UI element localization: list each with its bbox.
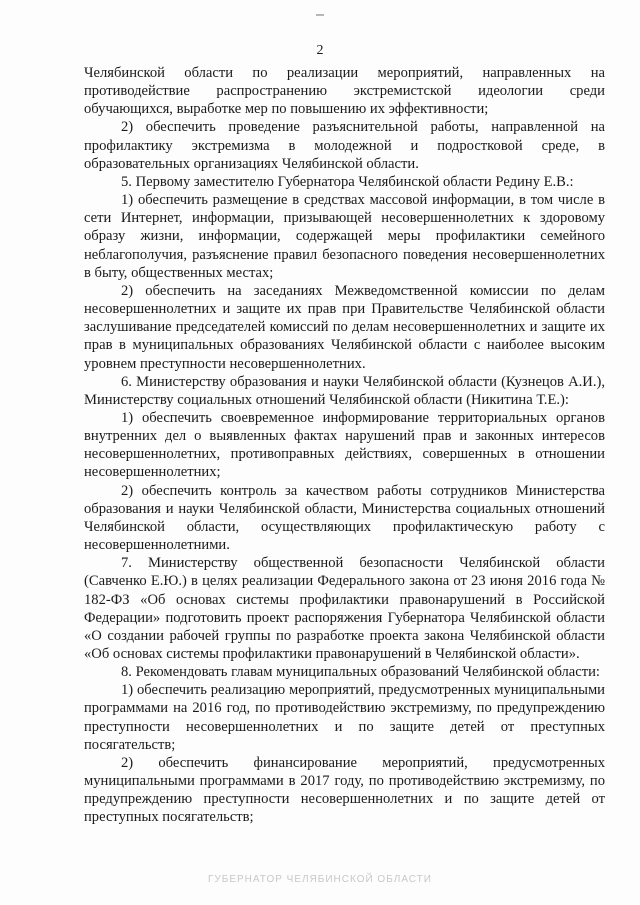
paragraph: 8. Рекомендовать главам муниципальных образований Челябинской области: xyxy=(121,664,600,681)
paragraph: 6. Министерству образования и науки Челябинской области (Кузнецов А.И.), Министерству социальных отношений Челябинской области (Никитина Т.Е.): xyxy=(84,373,605,408)
paragraph: 2) обеспечить контроль за качеством работы сотрудников Министерства образования и науки Челябинской области, Министерства социальных отношений Челябинской области, осуществляющих профилактическую работу с несовершеннолетними. xyxy=(84,482,605,554)
paragraph: 2) обеспечить на заседаниях Межведомственной комиссии по делам несовершеннолетних и защите их прав при Правительстве Челябинской области заслушивание председателей комиссий по делам несовершеннолетних и защите их прав в муниципальных образованиях Челябинской области с наиболее высоким уровнем преступности несовершеннолетних. xyxy=(84,282,605,372)
paragraph: 1) обеспечить реализацию мероприятий, предусмотренных муниципальными программами на 2016 год, по противодействию экстремизму, по предупреждению преступности несовершеннолетних и по защите детей от преступных посягательств; xyxy=(84,682,605,753)
paragraph: 1) обеспечить своевременное информирование территориальных органов внутренних дел о выявленных фактах нарушений прав и законных интересов несовершеннолетних, противоправных действиях, совершенных в отношении несовершеннолетних; xyxy=(84,409,605,481)
paragraph: 7. Министерству общественной безопасности Челябинской области (Савченко Е.Ю.) в целях реализации Федерального закона от 23 июня 2016 года № 182-ФЗ «Об основах системы профилактики правонарушений в Российской Федерации» подготовить проект распоряжения Губернатора Челябинской области «О создании рабочей группы по разработке проекта закона Челябинской области «Об основах системы профилактики правонарушений в Челябинской области». xyxy=(84,555,605,662)
document-body xyxy=(84,64,605,827)
paragraph: 2) обеспечить финансирование мероприятий, предусмотренных муниципальными программами в 2017 году, по противодействию экстремизму, по предупреждению преступности несовершеннолетних и по защите детей от преступных посягательств; xyxy=(84,754,605,826)
scan-mark xyxy=(316,14,324,16)
paragraph: 5. Первому заместителю Губернатора Челябинской области Редину Е.В.: xyxy=(121,173,574,190)
paragraph: 1) обеспечить размещение в средствах массовой информации, в том числе в сети Интернет, информации, призывающей несовершеннолетних к здоровому образу жизни, информации, содержащей меры профилактики семейного неблагополучия, разъяснение правил безопасного поведения несовершеннолетних в быту, общественных местах; xyxy=(84,192,605,281)
paragraph: 2) обеспечить проведение разъяснительной работы, направленной на профилактику экстремизма в молодежной и подростковой среде, в образовательных организациях Челябинской области. xyxy=(84,119,605,172)
paragraph: Челябинской области по реализации мероприятий, направленных на противодействие распространению экстремистской идеологии среди обучающихся, выработке мер по повышению их эффективности; xyxy=(84,65,605,118)
page-number: 2 xyxy=(316,43,324,58)
footer-stamp: ГУБЕРНАТОР ЧЕЛЯБИНСКОЙ ОБЛАСТИ xyxy=(208,874,432,885)
